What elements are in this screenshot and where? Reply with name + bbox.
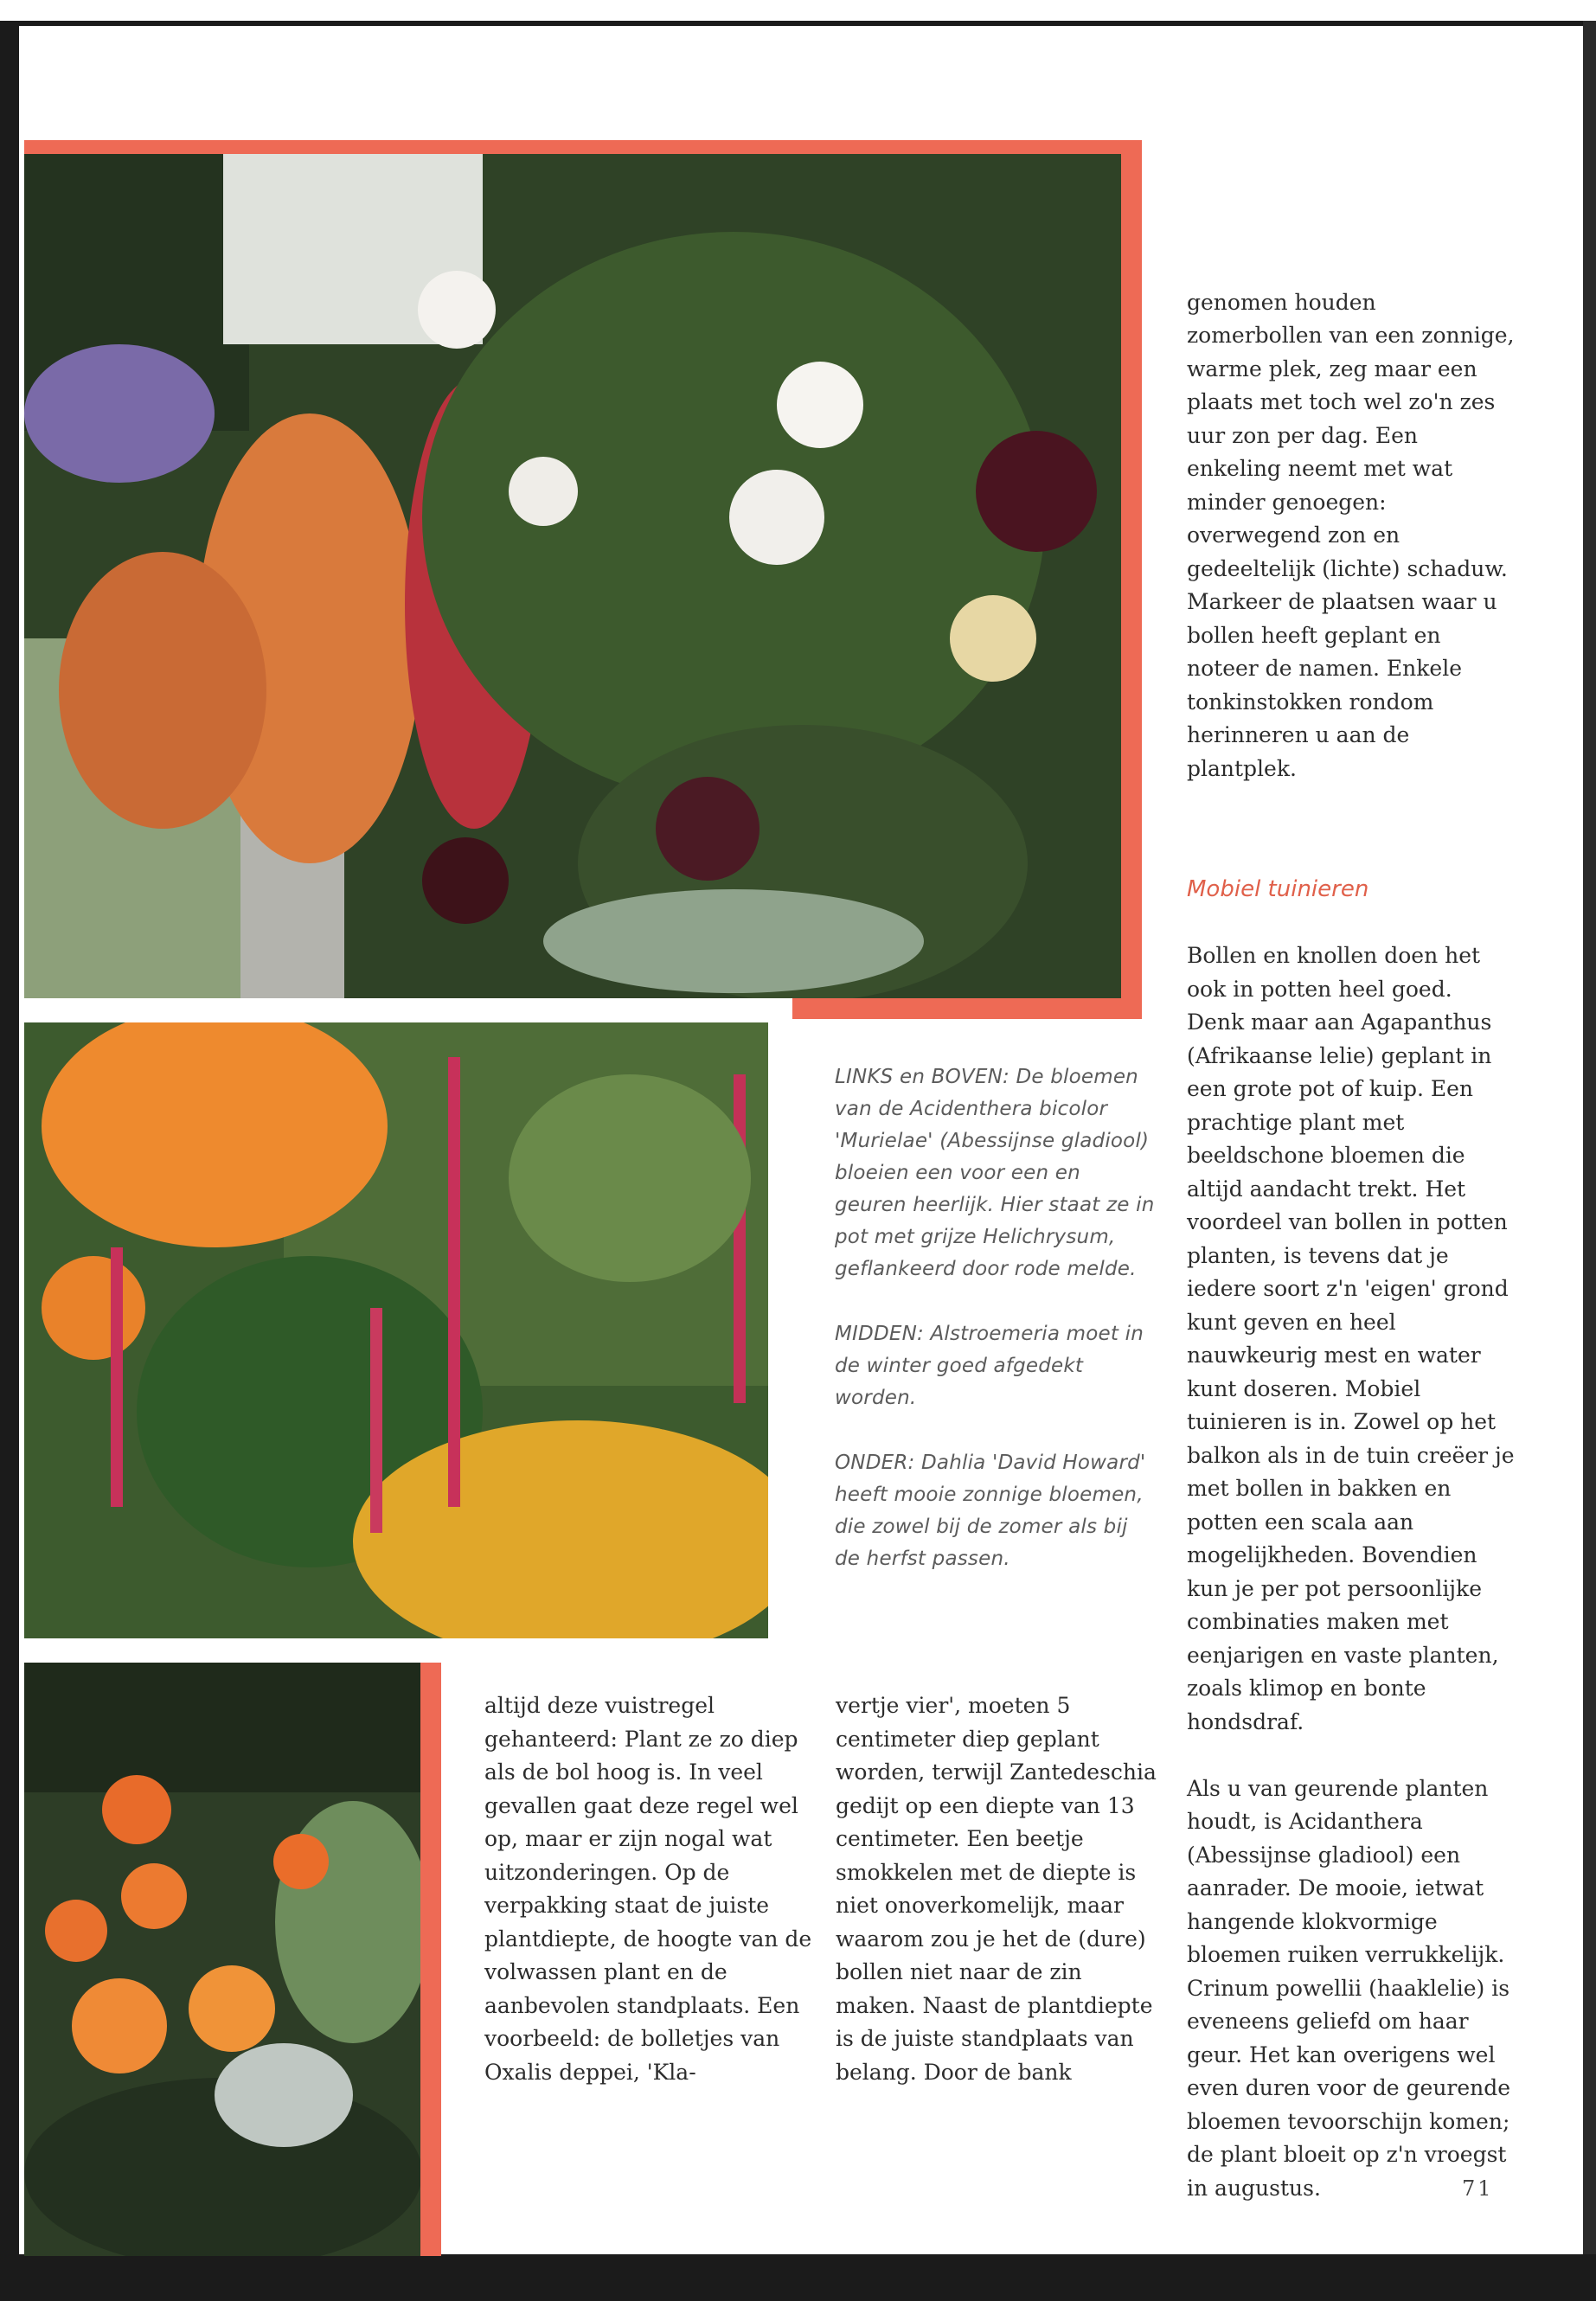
- accent-frame-top-photo-right: [1121, 140, 1142, 1019]
- scan-border-left: [0, 21, 19, 2279]
- accent-frame-bottom-photo: [420, 1663, 441, 2256]
- body-column-3-paragraph-1: Bollen en knollen doen het ook in potten heel goed. Denk maar aan Agapanthus (Afrikaanse lelie) geplant in een grote pot of kuip. Een prachtige plant met beeldschone bloemen die altijd aandacht trekt. Het voordeel van bollen in potten planten, is tevens dat je iedere soort z'n 'eigen' grond kunt geven en heel nauwkeurig mest en water kunt doseren. Mobiel tuinieren is in. Zowel op het balkon als in de tuin creëer je met bollen in bakken en potten een scala aan mogelijkheden. Bovendien kun je per pot persoonlijke combinaties maken met eenjarigen en vaste planten, zoals klimop en bonte hondsdraf.: [1187, 943, 1515, 1734]
- body-column-2: vertje vier', moeten 5 centimeter diep geplant worden, terwijl Zantedeschia gedijt op een diepte van 13 centimeter. Een beetje smokkelen met de diepte is niet onoverkomelijk, maar waarom zou je het de (dure) bollen niet naar de zin maken. Naast de plantdiepte is de juiste standplaats van belang. Door de bank: [836, 1693, 1157, 2085]
- accent-frame-top-photo: [24, 140, 1142, 154]
- body-column-3: [1187, 253, 1516, 2239]
- caption-links-boven: LINKS en BOVEN: De bloemen van de Acidenthera bicolor 'Murielae' (Abessijnse gladiool) bloeien een voor een en geuren heerlijk. Hier staat ze in pot met grijze Helichrysum, geflankeerd door rode melde.: [835, 1066, 1155, 1280]
- body-column-3-intro: genomen houden zomerbollen van een zonnige, warme plek, zeg maar een plaats met toch wel zo'n zes uur zon per dag. Een enkeling neemt met wat minder genoegen: overwegend zon en gedeeltelijk (lichte) schaduw. Markeer de plaatsen waar u bollen heeft geplant en noteer de namen. Enkele tonkinstokken rondom herinneren u aan de plantplek.: [1187, 289, 1515, 781]
- photo-garden-border: [24, 154, 1121, 998]
- scan-border-right: [1583, 21, 1596, 2279]
- photo-alstroemeria: [24, 1022, 768, 1638]
- section-heading-mobiel-tuinieren: Mobiel tuinieren: [1187, 876, 1369, 902]
- page-number: 71: [1462, 2176, 1494, 2201]
- caption-onder: ONDER: Dahlia 'David Howard' heeft mooie zonnige bloemen, die zowel bij de zomer als bij de herfst passen.: [835, 1452, 1146, 1570]
- scan-border-top: [0, 21, 1596, 26]
- photo-dahlia: [24, 1663, 420, 2256]
- body-column-1: altijd deze vuistregel gehanteerd: Plant ze zo diep als de bol hoog is. In veel gevallen gaat deze regel wel op, maar er zijn nogal wat uitzonderingen. Op de verpakking staat de juiste plantdiepte, de hoogte van de volwassen plant en de aanbevolen standplaats. Een voorbeeld: de bolletjes van Oxalis deppei, 'Kla-: [484, 1693, 812, 2085]
- caption-midden: MIDDEN: Alstroemeria moet in de winter goed afgedekt worden.: [835, 1323, 1144, 1409]
- body-column-3-paragraph-2: Als u van geurende planten houdt, is Acidanthera (Abessijnse gladiool) een aanrader. De mooie, ietwat hangende klokvormige bloemen ruiken verrukkelijk. Crinum powellii (haaklelie) is eveneens geliefd om haar geur. Het kan overigens wel even duren voor de geurende bloemen tevoorschijn komen; de plant bloeit op z'n vroegst in augustus.: [1187, 1775, 1511, 2201]
- scan-border-bottom: [0, 2254, 1596, 2301]
- accent-frame-top-photo-bottom: [792, 998, 1142, 1019]
- photo-captions: [835, 1061, 1155, 1608]
